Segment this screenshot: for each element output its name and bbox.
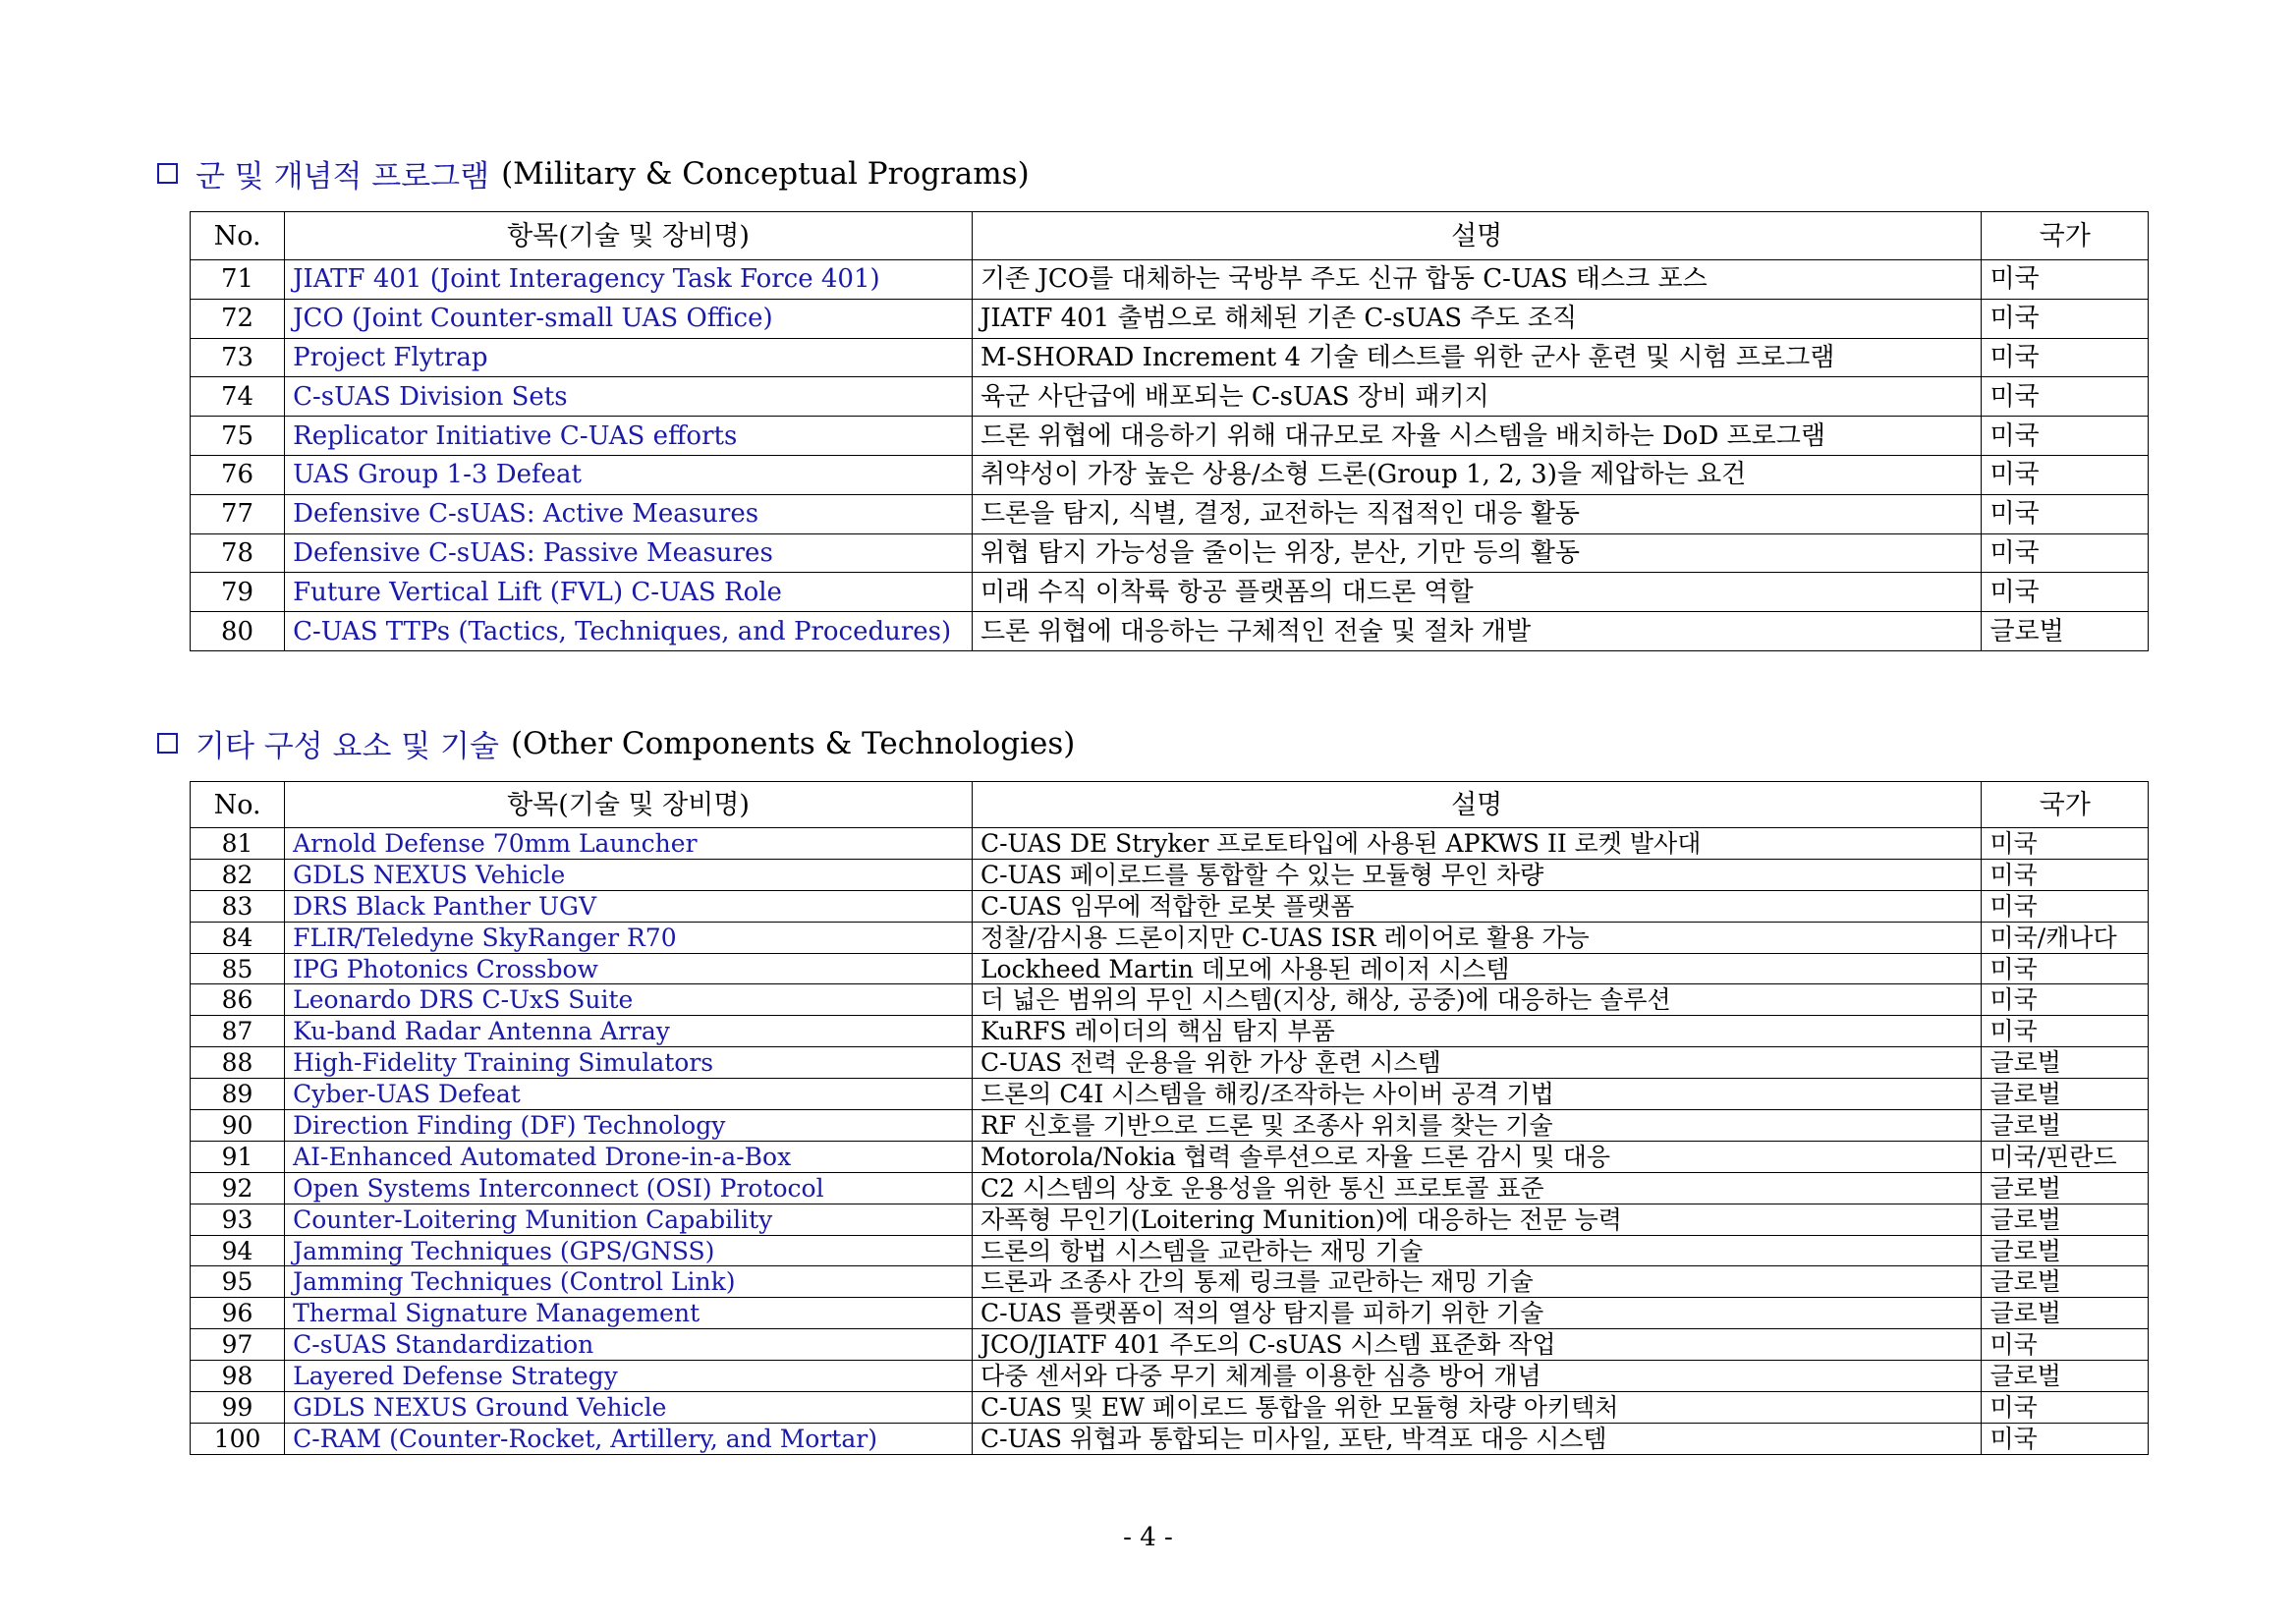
table-row bbox=[191, 338, 2149, 377]
header-no: No. bbox=[191, 782, 285, 828]
cell-name: JIATF 401 (Joint Interagency Task Force 401) bbox=[285, 260, 973, 300]
table-row bbox=[191, 1392, 2149, 1424]
cell-name: C-RAM (Counter-Rocket, Artillery, and Mortar) bbox=[285, 1423, 973, 1454]
cell-country: 미국 bbox=[1982, 984, 2149, 1016]
cell-no: 78 bbox=[191, 533, 285, 573]
table-row bbox=[191, 494, 2149, 533]
cell-desc: 기존 JCO를 대체하는 국방부 주도 신규 합동 C-UAS 태스크 포스 bbox=[972, 260, 1982, 300]
table-row bbox=[191, 1204, 2149, 1235]
table-row bbox=[191, 1110, 2149, 1142]
cell-country: 미국 bbox=[1982, 533, 2149, 573]
cell-no: 98 bbox=[191, 1361, 285, 1392]
cell-desc: 정찰/감시용 드론이지만 C-UAS ISR 레이어로 활용 가능 bbox=[972, 922, 1982, 953]
cell-country: 미국 bbox=[1982, 573, 2149, 612]
cell-no: 92 bbox=[191, 1172, 285, 1204]
section-title-en: (Other Components & Technologies) bbox=[510, 725, 1076, 761]
cell-desc: 더 넓은 범위의 무인 시스템(지상, 해상, 공중)에 대응하는 솔루션 bbox=[972, 984, 1982, 1016]
header-country: 국가 bbox=[1982, 212, 2149, 260]
cell-no: 80 bbox=[191, 612, 285, 651]
table-row bbox=[191, 455, 2149, 494]
cell-no: 99 bbox=[191, 1392, 285, 1424]
cell-desc: 드론의 항법 시스템을 교란하는 재밍 기술 bbox=[972, 1235, 1982, 1266]
cell-country: 글로벌 bbox=[1982, 1110, 2149, 1142]
cell-no: 96 bbox=[191, 1298, 285, 1329]
table-row bbox=[191, 859, 2149, 890]
cell-name: Future Vertical Lift (FVL) C-UAS Role bbox=[285, 573, 973, 612]
section-title-en: (Military & Conceptual Programs) bbox=[501, 155, 1030, 192]
components-table bbox=[190, 781, 2149, 1455]
cell-no: 90 bbox=[191, 1110, 285, 1142]
section-title-ko: 군 및 개념적 프로그램 bbox=[196, 159, 490, 195]
cell-name: Jamming Techniques (Control Link) bbox=[285, 1266, 973, 1298]
cell-no: 86 bbox=[191, 984, 285, 1016]
table-row bbox=[191, 260, 2149, 300]
cell-no: 94 bbox=[191, 1235, 285, 1266]
cell-country: 미국 bbox=[1982, 828, 2149, 860]
cell-name: C-sUAS Division Sets bbox=[285, 377, 973, 417]
cell-name: Open Systems Interconnect (OSI) Protocol bbox=[285, 1172, 973, 1204]
cell-no: 79 bbox=[191, 573, 285, 612]
cell-name: C-sUAS Standardization bbox=[285, 1329, 973, 1361]
cell-no: 89 bbox=[191, 1079, 285, 1110]
cell-no: 76 bbox=[191, 455, 285, 494]
table-body bbox=[191, 828, 2149, 1455]
cell-country: 미국 bbox=[1982, 953, 2149, 984]
cell-name: Layered Defense Strategy bbox=[285, 1361, 973, 1392]
cell-country: 미국/캐나다 bbox=[1982, 922, 2149, 953]
cell-no: 93 bbox=[191, 1204, 285, 1235]
cell-name: High-Fidelity Training Simulators bbox=[285, 1047, 973, 1079]
cell-no: 84 bbox=[191, 922, 285, 953]
cell-name: Thermal Signature Management bbox=[285, 1298, 973, 1329]
header-name: 항목(기술 및 장비명) bbox=[285, 782, 973, 828]
table-row bbox=[191, 1079, 2149, 1110]
header-name: 항목(기술 및 장비명) bbox=[285, 212, 973, 260]
cell-desc: 드론 위협에 대응하기 위해 대규모로 자율 시스템을 배치하는 DoD 프로그램 bbox=[972, 417, 1982, 456]
cell-name: Defensive C-sUAS: Active Measures bbox=[285, 494, 973, 533]
cell-desc: C2 시스템의 상호 운용성을 위한 통신 프로토콜 표준 bbox=[972, 1172, 1982, 1204]
table-row bbox=[191, 299, 2149, 338]
table-row bbox=[191, 1361, 2149, 1392]
cell-country: 미국 bbox=[1982, 1423, 2149, 1454]
cell-country: 글로벌 bbox=[1982, 1235, 2149, 1266]
table-row bbox=[191, 1329, 2149, 1361]
cell-name: AI-Enhanced Automated Drone-in-a-Box bbox=[285, 1141, 973, 1172]
header-no: No. bbox=[191, 212, 285, 260]
cell-country: 글로벌 bbox=[1982, 1361, 2149, 1392]
cell-desc: JIATF 401 출범으로 해체된 기존 C-sUAS 주도 조직 bbox=[972, 299, 1982, 338]
cell-no: 75 bbox=[191, 417, 285, 456]
cell-no: 74 bbox=[191, 377, 285, 417]
table-row bbox=[191, 922, 2149, 953]
military-programs-table bbox=[190, 211, 2149, 651]
cell-no: 72 bbox=[191, 299, 285, 338]
cell-desc: C-UAS 임무에 적합한 로봇 플랫폼 bbox=[972, 890, 1982, 922]
cell-country: 미국 bbox=[1982, 260, 2149, 300]
cell-name: Defensive C-sUAS: Passive Measures bbox=[285, 533, 973, 573]
cell-country: 미국 bbox=[1982, 494, 2149, 533]
cell-name: Ku-band Radar Antenna Array bbox=[285, 1016, 973, 1047]
cell-desc: 드론의 C4I 시스템을 해킹/조작하는 사이버 공격 기법 bbox=[972, 1079, 1982, 1110]
cell-no: 87 bbox=[191, 1016, 285, 1047]
cell-desc: C-UAS 및 EW 페이로드 통합을 위한 모듈형 차량 아키텍처 bbox=[972, 1392, 1982, 1424]
cell-name: Project Flytrap bbox=[285, 338, 973, 377]
cell-name: Direction Finding (DF) Technology bbox=[285, 1110, 973, 1142]
table-row bbox=[191, 1016, 2149, 1047]
cell-name: Replicator Initiative C-UAS efforts bbox=[285, 417, 973, 456]
table-row bbox=[191, 612, 2149, 651]
cell-no: 71 bbox=[191, 260, 285, 300]
cell-country: 글로벌 bbox=[1982, 612, 2149, 651]
cell-no: 100 bbox=[191, 1423, 285, 1454]
table-header-row bbox=[191, 212, 2149, 260]
cell-no: 83 bbox=[191, 890, 285, 922]
cell-name: Leonardo DRS C-UxS Suite bbox=[285, 984, 973, 1016]
table-body bbox=[191, 260, 2149, 651]
table-row bbox=[191, 533, 2149, 573]
cell-name: GDLS NEXUS Vehicle bbox=[285, 859, 973, 890]
cell-name: FLIR/Teledyne SkyRanger R70 bbox=[285, 922, 973, 953]
header-country: 국가 bbox=[1982, 782, 2149, 828]
cell-name: JCO (Joint Counter-small UAS Office) bbox=[285, 299, 973, 338]
cell-desc: JCO/JIATF 401 주도의 C-sUAS 시스템 표준화 작업 bbox=[972, 1329, 1982, 1361]
cell-desc: Motorola/Nokia 협력 솔루션으로 자율 드론 감시 및 대응 bbox=[972, 1141, 1982, 1172]
cell-country: 미국 bbox=[1982, 377, 2149, 417]
page-number: - 4 - bbox=[1123, 1523, 1173, 1552]
section-title-military bbox=[157, 151, 1030, 196]
cell-name: UAS Group 1-3 Defeat bbox=[285, 455, 973, 494]
table-row bbox=[191, 1047, 2149, 1079]
cell-desc: C-UAS 위협과 통합되는 미사일, 포탄, 박격포 대응 시스템 bbox=[972, 1423, 1982, 1454]
table-row bbox=[191, 417, 2149, 456]
cell-desc: C-UAS 플랫폼이 적의 열상 탐지를 피하기 위한 기술 bbox=[972, 1298, 1982, 1329]
cell-name: Arnold Defense 70mm Launcher bbox=[285, 828, 973, 860]
checkbox-square-icon bbox=[157, 163, 178, 184]
cell-no: 82 bbox=[191, 859, 285, 890]
cell-desc: 취약성이 가장 높은 상용/소형 드론(Group 1, 2, 3)을 제압하는 요건 bbox=[972, 455, 1982, 494]
cell-desc: 드론과 조종사 간의 통제 링크를 교란하는 재밍 기술 bbox=[972, 1266, 1982, 1298]
cell-no: 73 bbox=[191, 338, 285, 377]
table-row bbox=[191, 573, 2149, 612]
table-row bbox=[191, 890, 2149, 922]
cell-desc: 육군 사단급에 배포되는 C-sUAS 장비 패키지 bbox=[972, 377, 1982, 417]
cell-desc: 드론을 탐지, 식별, 결정, 교전하는 직접적인 대응 활동 bbox=[972, 494, 1982, 533]
cell-desc: C-UAS 전력 운용을 위한 가상 훈련 시스템 bbox=[972, 1047, 1982, 1079]
cell-desc: 드론 위협에 대응하는 구체적인 전술 및 절차 개발 bbox=[972, 612, 1982, 651]
table-row bbox=[191, 984, 2149, 1016]
cell-name: Jamming Techniques (GPS/GNSS) bbox=[285, 1235, 973, 1266]
section-title-components bbox=[157, 721, 1075, 765]
cell-name: Counter-Loitering Munition Capability bbox=[285, 1204, 973, 1235]
cell-desc: 위협 탐지 가능성을 줄이는 위장, 분산, 기만 등의 활동 bbox=[972, 533, 1982, 573]
cell-country: 글로벌 bbox=[1982, 1298, 2149, 1329]
table-row bbox=[191, 1266, 2149, 1298]
cell-desc: C-UAS DE Stryker 프로토타입에 사용된 APKWS II 로켓 발사대 bbox=[972, 828, 1982, 860]
cell-country: 미국 bbox=[1982, 1329, 2149, 1361]
cell-name: C-UAS TTPs (Tactics, Techniques, and Procedures) bbox=[285, 612, 973, 651]
table-row bbox=[191, 1141, 2149, 1172]
table-row bbox=[191, 1172, 2149, 1204]
table-row bbox=[191, 1298, 2149, 1329]
cell-country: 미국 bbox=[1982, 1392, 2149, 1424]
cell-no: 77 bbox=[191, 494, 285, 533]
cell-country: 미국 bbox=[1982, 1016, 2149, 1047]
section-title-ko: 기타 구성 요소 및 기술 bbox=[196, 729, 499, 764]
cell-desc: RF 신호를 기반으로 드론 및 조종사 위치를 찾는 기술 bbox=[972, 1110, 1982, 1142]
cell-country: 미국 bbox=[1982, 859, 2149, 890]
cell-no: 91 bbox=[191, 1141, 285, 1172]
cell-desc: Lockheed Martin 데모에 사용된 레이저 시스템 bbox=[972, 953, 1982, 984]
cell-name: Cyber-UAS Defeat bbox=[285, 1079, 973, 1110]
table-row bbox=[191, 1235, 2149, 1266]
cell-desc: 미래 수직 이착륙 항공 플랫폼의 대드론 역할 bbox=[972, 573, 1982, 612]
cell-country: 미국 bbox=[1982, 455, 2149, 494]
cell-country: 글로벌 bbox=[1982, 1047, 2149, 1079]
cell-no: 85 bbox=[191, 953, 285, 984]
cell-desc: KuRFS 레이더의 핵심 탐지 부품 bbox=[972, 1016, 1982, 1047]
cell-country: 글로벌 bbox=[1982, 1172, 2149, 1204]
cell-desc: C-UAS 페이로드를 통합할 수 있는 모듈형 무인 차량 bbox=[972, 859, 1982, 890]
header-desc: 설명 bbox=[972, 782, 1982, 828]
cell-no: 95 bbox=[191, 1266, 285, 1298]
checkbox-square-icon bbox=[157, 733, 178, 754]
cell-no: 97 bbox=[191, 1329, 285, 1361]
cell-country: 글로벌 bbox=[1982, 1266, 2149, 1298]
cell-country: 미국 bbox=[1982, 299, 2149, 338]
cell-country: 미국 bbox=[1982, 338, 2149, 377]
cell-desc: 다중 센서와 다중 무기 체계를 이용한 심층 방어 개념 bbox=[972, 1361, 1982, 1392]
table-row bbox=[191, 828, 2149, 860]
table-header-row bbox=[191, 782, 2149, 828]
cell-country: 글로벌 bbox=[1982, 1079, 2149, 1110]
cell-no: 81 bbox=[191, 828, 285, 860]
table-row bbox=[191, 1423, 2149, 1454]
cell-desc: M-SHORAD Increment 4 기술 테스트를 위한 군사 훈련 및 시험 프로그램 bbox=[972, 338, 1982, 377]
cell-name: IPG Photonics Crossbow bbox=[285, 953, 973, 984]
header-desc: 설명 bbox=[972, 212, 1982, 260]
cell-country: 미국/핀란드 bbox=[1982, 1141, 2149, 1172]
cell-name: DRS Black Panther UGV bbox=[285, 890, 973, 922]
cell-country: 미국 bbox=[1982, 890, 2149, 922]
table-row bbox=[191, 377, 2149, 417]
table-row bbox=[191, 953, 2149, 984]
cell-country: 미국 bbox=[1982, 417, 2149, 456]
cell-desc: 자폭형 무인기(Loitering Munition)에 대응하는 전문 능력 bbox=[972, 1204, 1982, 1235]
cell-name: GDLS NEXUS Ground Vehicle bbox=[285, 1392, 973, 1424]
cell-country: 글로벌 bbox=[1982, 1204, 2149, 1235]
cell-no: 88 bbox=[191, 1047, 285, 1079]
